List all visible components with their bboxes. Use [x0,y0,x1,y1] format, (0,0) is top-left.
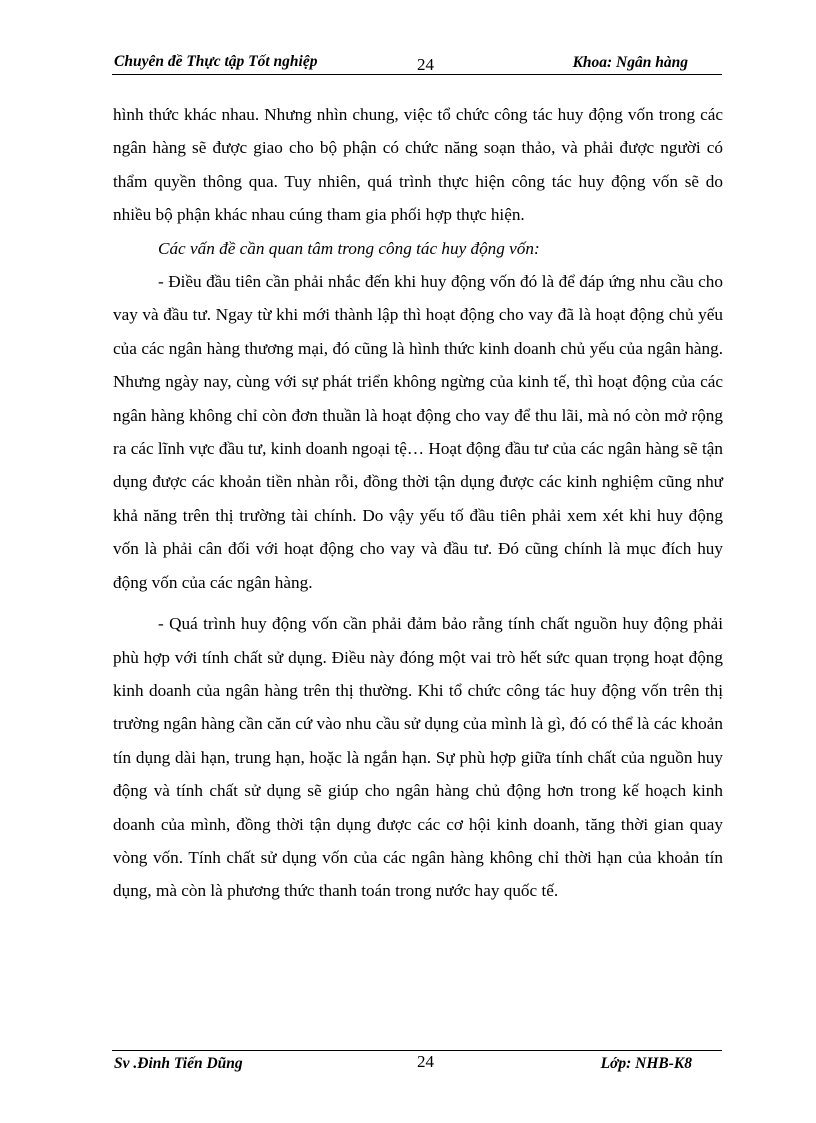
page-header [112,50,722,75]
header-faculty: Khoa: Ngân hàng [572,54,688,71]
page-body [113,98,723,908]
footer-student-name: Sv .Đinh Tiến Dũng [114,1055,243,1072]
footer-class: Lớp: NHB-K8 [600,1055,692,1072]
page-footer [112,1050,722,1075]
footer-page-number: 24 [417,1052,434,1071]
paragraph-lending-investment: - Điều đầu tiên cần phải nhắc đến khi huy động vốn đó là để đáp ứng nhu cầu cho vay và đầu tư. Ngay từ khi mới thành lập thì hoạt động cho vay đã là hoạt động chủ yếu của các ngân hàng thương mại, đó cũng là hình thức kinh doanh chủ yếu của ngân hàng. Nhưng ngày nay, cùng với sự phát triển không ngừng của kinh tế, thì hoạt động của các ngân hàng không chỉ còn đơn thuần là hoạt động cho vay để thu lãi, mà nó còn mở rộng ra các lĩnh vực đầu tư, kinh doanh ngoại tệ… Hoạt động đầu tư của các ngân hàng sẽ tận dụng được các khoản tiền nhàn rỗi, đồng thời tận dụng được các kinh nghiệm cũng như khả năng trên thị trường tài chính. Do vậy yếu tố đầu tiên phải xem xét khi huy động vốn là phải cân đối với hoạt động cho vay và đầu tư. Đó cũng chính là mục đích huy động vốn của các ngân hàng. [113,272,723,592]
header-thesis-title: Chuyên đề Thực tập Tốt nghiệp [114,53,318,70]
section-heading: Các vấn đề cần quan tâm trong công tác huy động vốn: [158,238,540,258]
header-page-number: 24 [417,55,434,74]
paragraph-intro: hình thức khác nhau. Nhưng nhìn chung, việc tổ chức công tác huy động vốn trong các ngân hàng sẽ được giao cho bộ phận có chức năng soạn thảo, và phải được người có thẩm quyền thông qua. Tuy nhiên, quá trình thực hiện công tác huy động vốn sẽ do nhiều bộ phận khác nhau cúng tham gia phối hợp thực hiện. [113,105,723,225]
paragraph-source-matching: - Quá trình huy động vốn cần phải đảm bảo rằng tính chất nguồn huy động phải phù hợp với tính chất sử dụng. Điều này đóng một vai trò hết sức quan trọng hoạt động kinh doanh của ngân hàng trên thị thường. Khi tổ chức công tác huy động vốn trên thị trường ngân hàng cần căn cứ vào nhu cầu sử dụng của mình là gì, đó có thể là các khoản tín dụng dài hạn, trung hạn, hoặc là ngắn hạn. Sự phù hợp giữa tính chất của nguồn huy động và tính chất sử dụng sẽ giúp cho ngân hàng chủ động hơn trong kế hoạch kinh doanh của mình, đồng thời tận dụng được các cơ hội kinh doanh, tăng thời gian quay vòng vốn. Tính chất sử dụng vốn của các ngân hàng không chỉ thời hạn của khoản tín dụng, mà còn là phương thức thanh toán trong nước hay quốc tế. [113,614,723,901]
